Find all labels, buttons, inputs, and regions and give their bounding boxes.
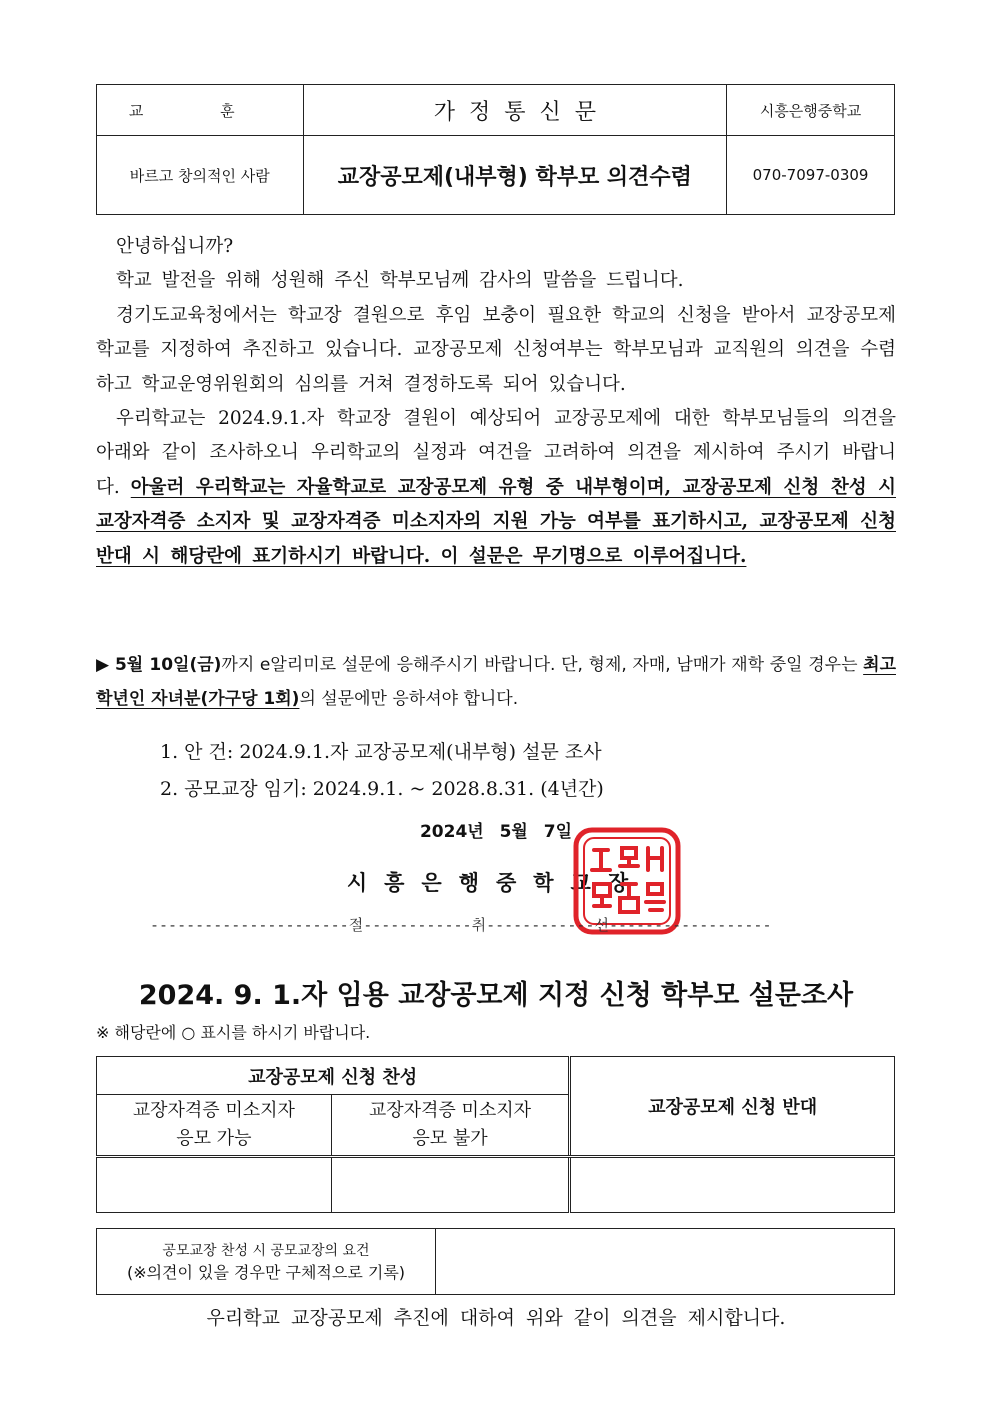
cut-line [150, 914, 840, 938]
agree-option-eligible-line2: 응모 가능 [176, 1128, 252, 1149]
cut-mark: 취 [471, 916, 487, 934]
agree-option-ineligible-line2: 응모 불가 [412, 1128, 488, 1149]
cut-dashes: ------------ [363, 916, 472, 934]
agree-option-ineligible [331, 1095, 570, 1157]
answer-cell-eligible[interactable] [97, 1157, 332, 1213]
newsletter-title: 가정통신문 [433, 99, 610, 125]
survey-table [96, 1056, 895, 1213]
disagree-header: 교장공모제 신청 반대 [570, 1057, 895, 1157]
title-cell [303, 85, 727, 136]
notice-text [96, 648, 896, 716]
school-phone: 070-7097-0309 [727, 136, 895, 215]
subtitle-cell [303, 136, 727, 215]
motto-label-cell [97, 85, 304, 136]
answer-cell-ineligible[interactable] [331, 1157, 570, 1213]
cut-mark: 절 [348, 916, 364, 934]
item-list [160, 734, 604, 808]
requirements-label [97, 1229, 436, 1295]
deadline: 5월 10일(금) [114, 655, 222, 675]
paragraph-2 [96, 402, 896, 574]
agree-header: 교장공모제 신청 찬성 [97, 1057, 570, 1095]
notice [96, 648, 896, 716]
survey-note: ※ 해당란에 ○ 표시를 하시기 바랍니다. [96, 1023, 371, 1042]
cut-dashes: ------------------ [608, 916, 772, 934]
requirements-label-line1: 공모교장 찬성 시 공모교장의 요건 [162, 1242, 370, 1259]
notice-emphasis: 최고학년인 자녀분(가구당 1회) [96, 655, 896, 709]
paragraph-2-text: 우리학교는 2024.9.1.자 학교장 결원이 예상되어 교장공모제에 대한 학부모님들의 의견을 아래와 같이 조사하오니 우리학교의 실정과 여건을 고려하여 의견을 제시하여 주시기 바랍니다. [96, 408, 896, 498]
item-agenda: 1. 안 건: 2024.9.1.자 교장공모제(내부형) 설문 조사 [160, 741, 602, 763]
paragraph-2-underlined: 아울러 우리학교는 자율학교로 교장공모제 유형 중 내부형이며, 교장공모제 신청 찬성 시 교장자격증 소지자 및 교장자격증 미소지자의 지원 가능 여부를 표기하시고, 교장공모제 신청 반대 시 해당란에 표기하시기 바랍니다. 이 설문은 무기명으로 이루어집니다. [96, 476, 896, 567]
notice-text-1: 까지 e알리미로 설문에 응해주시기 바랍니다. 단, 형제, 자매, 남매가 재학 중일 경우는 [221, 655, 864, 675]
thanks-line: 학교 발전을 위해 성원해 주신 학부모님께 감사의 말씀을 드립니다. [116, 270, 684, 292]
closing-statement: 우리학교 교장공모제 추진에 대하여 위와 같이 의견을 제시합니다. [206, 1307, 786, 1329]
cut-dashes: ---------------------- [150, 916, 349, 934]
agree-option-eligible [97, 1095, 332, 1157]
letter-body [96, 230, 896, 574]
header-table [96, 84, 895, 215]
notice-text-2: 의 설문에만 응하셔야 합니다. [299, 689, 519, 709]
greeting: 안녕하십니까? [116, 236, 234, 257]
motto-label: 교 훈 [128, 101, 271, 120]
answer-cell-disagree[interactable] [570, 1157, 895, 1213]
requirements-table [96, 1228, 895, 1295]
newsletter-subtitle: 교장공모제(내부형) 학부모 의견수렴 [337, 164, 692, 190]
school-name: 시흥은행중학교 [727, 85, 895, 136]
survey-title: 2024. 9. 1.자 임용 교장공모제 지정 신청 학부모 설문조사 [138, 980, 854, 1011]
agree-option-eligible-line1: 교장자격증 미소지자 [132, 1100, 295, 1121]
requirements-answer[interactable] [436, 1229, 895, 1295]
principal-name: 시흥은행중학교장 [346, 871, 646, 895]
cut-dashes: ------------ [486, 916, 595, 934]
paragraph-1: 경기도교육청에서는 학교장 결원으로 후임 보충이 필요한 학교의 신청을 받아서 교장공모제 학교를 지정하여 추진하고 있습니다. 교장공모제 신청여부는 학부모님과 교직원의 의견을 수렴하고 학교운영위원회의 심의를 거쳐 결정하도록 되어 있습니다. [96, 304, 896, 395]
cut-mark: 선 [594, 916, 609, 934]
item-term: 2. 공모교장 임기: 2024.9.1. ~ 2028.8.31. (4년간) [160, 778, 604, 800]
agree-option-ineligible-line1: 교장자격증 미소지자 [368, 1100, 532, 1121]
issue-date: 2024년 5월 7일 [419, 822, 573, 842]
arrow-marker-icon: ▶ [96, 655, 110, 675]
requirements-label-line2: (※의견이 있을 경우만 구체적으로 기록) [126, 1262, 406, 1282]
school-motto: 바르고 창의적인 사람 [97, 136, 304, 215]
